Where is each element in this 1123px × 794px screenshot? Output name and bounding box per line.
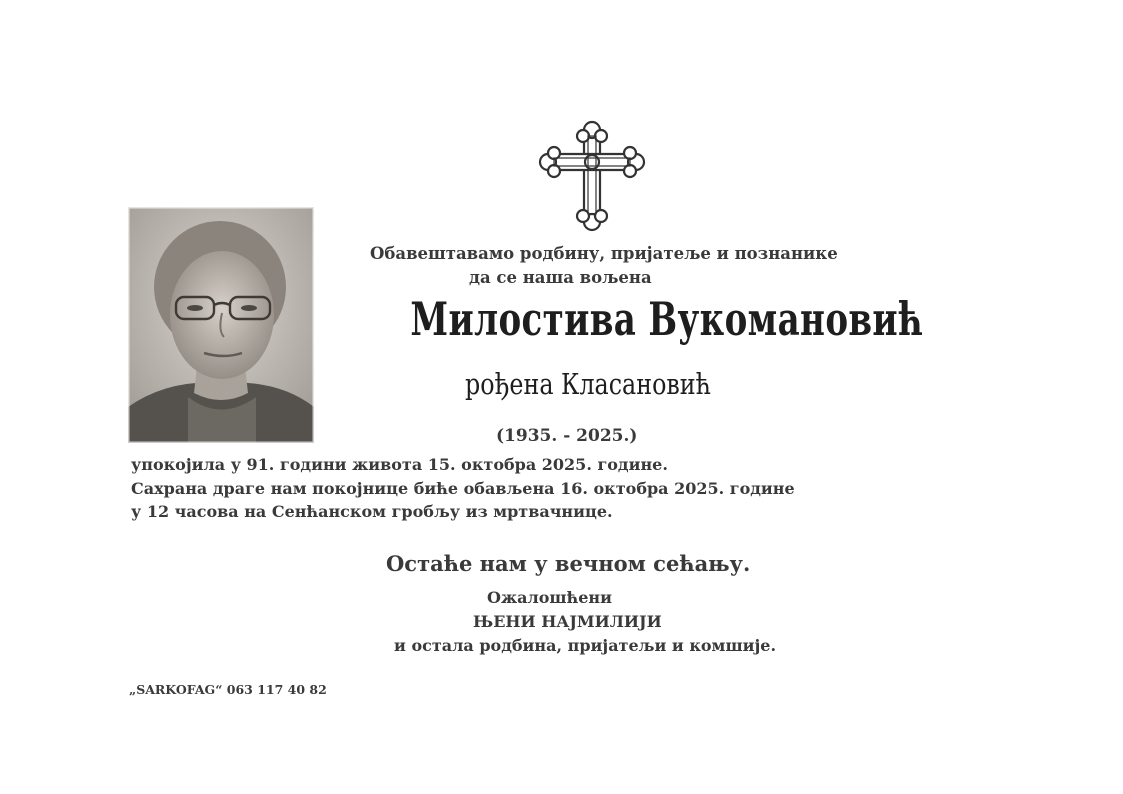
intro-line-1: Обавештавамо родбину, пријатеље и познанике <box>370 244 838 263</box>
funeral-service-footer: „SARKOFAG“ 063 117 40 82 <box>129 682 327 697</box>
mourners-line-3: и остала родбина, пријатељи и комшије. <box>394 636 777 655</box>
portrait-photo <box>128 207 314 443</box>
intro-line-2: да се наша вољена <box>469 268 652 287</box>
deceased-name: Милостива Вукомановић <box>410 292 924 346</box>
orthodox-cross-icon <box>538 116 646 234</box>
details-line-2: Сахрана драге нам покојнице биће обављена 16. октобра 2025. године <box>131 479 795 498</box>
mourners-line-2: ЊЕНИ НАЈМИЛИЈИ <box>473 612 662 631</box>
mourners-line-1: Ожалошћени <box>487 588 612 607</box>
details-line-1: упокојила у 91. години живота 15. октобра 2025. године. <box>131 455 668 474</box>
maiden-name: рођена Класановић <box>465 367 711 401</box>
remembrance-text: Остаће нам у вечном сећању. <box>386 551 751 576</box>
life-years: (1935. - 2025.) <box>496 426 638 446</box>
details-line-3: у 12 часова на Сенћанском гробљу из мртвачнице. <box>131 502 613 521</box>
